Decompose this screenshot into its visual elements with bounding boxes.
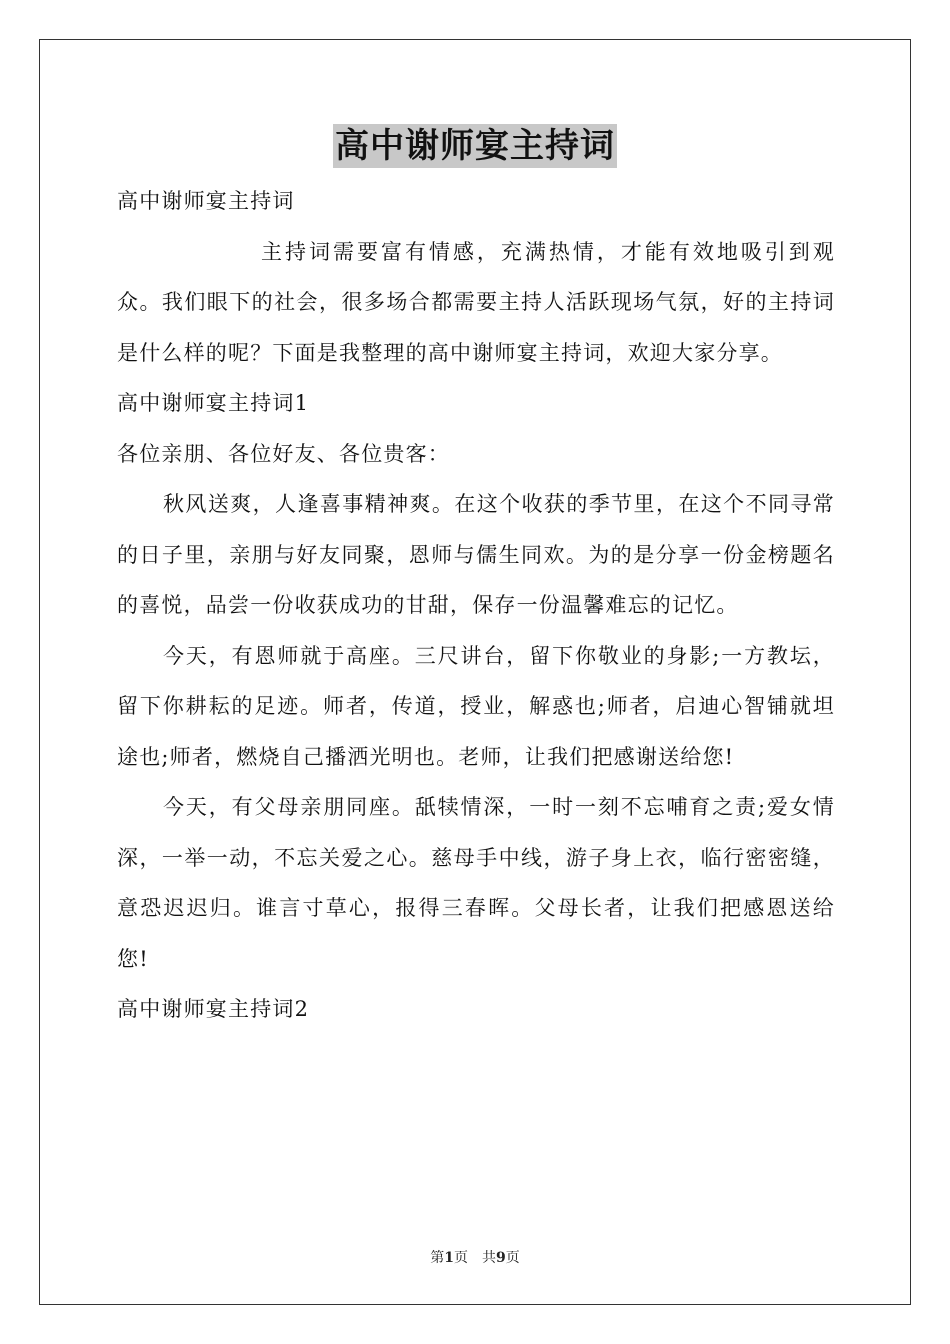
page-total: 9 <box>496 1250 506 1266</box>
document-body <box>117 176 835 1035</box>
page-prefix: 第 <box>430 1250 445 1266</box>
subtitle-line: 高中谢师宴主持词 <box>117 189 295 213</box>
total-prefix: 共 <box>482 1250 496 1266</box>
title-wrapper <box>0 124 950 168</box>
document-title: 高中谢师宴主持词 <box>335 126 615 166</box>
page-footer <box>0 1247 950 1267</box>
page-current: 1 <box>444 1250 454 1266</box>
page-unit: 页 <box>454 1250 468 1266</box>
body-paragraph-parents: 今天，有父母亲朋同座。舐犊情深，一时一刻不忘哺育之责;爱女情深，一举一动，不忘关爱之心。慈母手中线，游子身上衣，临行密密缝，意恐迟迟归。谁言寸草心，报得三春晖。父母长者，让我们把感恩送给您! <box>117 795 835 971</box>
body-paragraph-autumn: 秋风送爽，人逢喜事精神爽。在这个收获的季节里，在这个不同寻常的日子里，亲朋与好友同聚，恩师与儒生同欢。为的是分享一份金榜题名的喜悦，品尝一份收获成功的甘甜，保存一份温馨难忘的记忆。 <box>117 492 835 617</box>
section-heading-1: 高中谢师宴主持词1 <box>117 391 310 415</box>
intro-paragraph: 主持词需要富有情感，充满热情，才能有效地吸引到观众。我们眼下的社会，很多场合都需要主持人活跃现场气氛，好的主持词是什么样的呢？下面是我整理的高中谢师宴主持词，欢迎大家分享。 <box>117 239 835 365</box>
section-heading-2: 高中谢师宴主持词2 <box>117 997 310 1021</box>
body-paragraph-teachers: 今天，有恩师就于高座。三尺讲台，留下你敬业的身影;一方教坛，留下你耕耘的足迹。师者，传道，授业，解惑也;师者，启迪心智铺就坦途也;师者，燃烧自己播洒光明也。老师，让我们把感谢送给您! <box>117 643 835 769</box>
total-unit: 页 <box>505 1250 520 1266</box>
greeting-line: 各位亲朋、各位好友、各位贵客： <box>117 441 450 466</box>
